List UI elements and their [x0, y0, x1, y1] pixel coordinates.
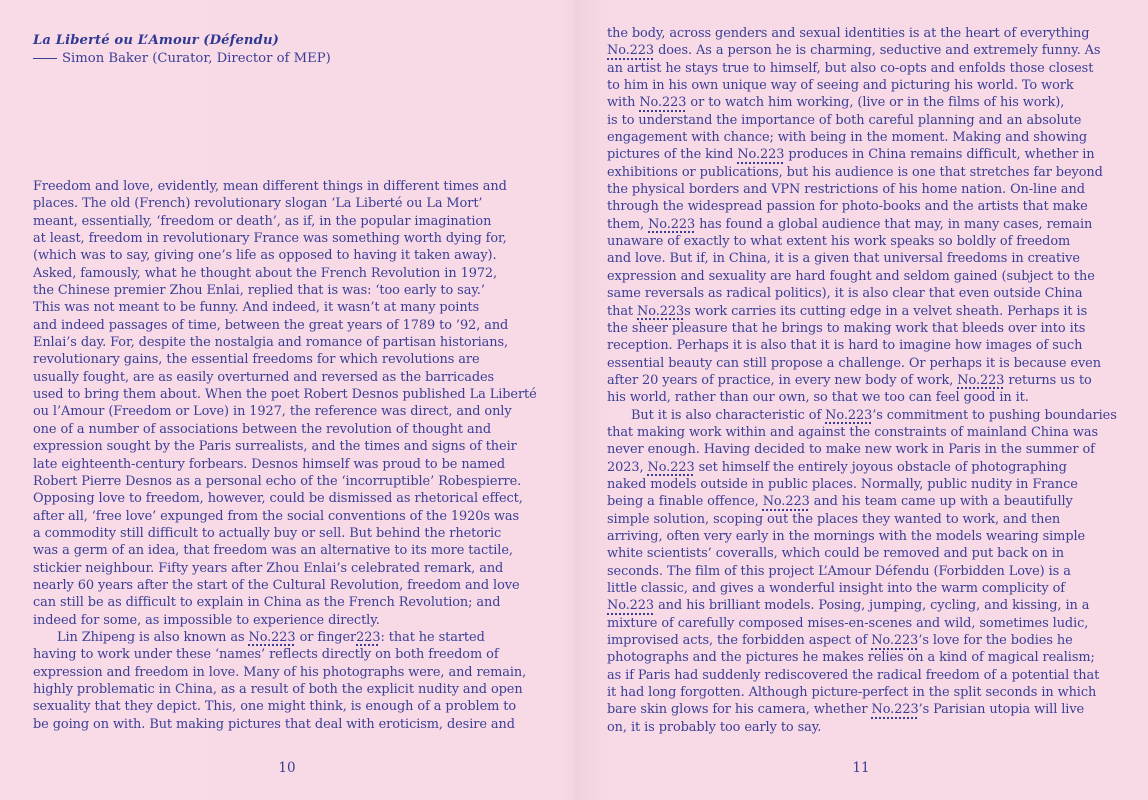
alias-no223: No.223 [639, 95, 687, 111]
text-line: was a germ of an idea, that freedom was an alternative to its more tactile, [33, 543, 513, 559]
text-line [607, 233, 1103, 250]
text-run: unaware of exactly to what extent his work speaks so boldly of freedom [607, 234, 1071, 250]
text-line [607, 372, 1103, 389]
text-line: Enlai’s day. For, despite the nostalgia and romance of partisan historians, [33, 335, 509, 351]
text-line [607, 545, 1103, 562]
text-line [607, 303, 1103, 320]
text-line: nearly 60 years after the start of the Cultural Revolution, freedom and love [33, 577, 520, 593]
text-run: is to understand the importance of both careful planning and an absolute [607, 112, 1082, 128]
text-run: or to watch him working, (live or in the films of his work), [686, 95, 1065, 111]
text-line: used to bring them about. When the poet Robert Desnos published La Liberté [33, 387, 537, 403]
text-run: But it is also characteristic of [631, 407, 826, 423]
text-line [607, 615, 1103, 632]
text-run: white scientists’ coveralls, which could be removed and put back on in [607, 546, 1065, 562]
text-line: can still be as difficult to explain in China as the French Revolution; and [33, 595, 501, 611]
text-line: a commodity still difficult to actually buy or sell. But behind the rhetoric [33, 525, 502, 541]
text-line: Asked, famously, what he thought about the French Revolution in 1972, [33, 265, 498, 281]
essay-header [33, 32, 331, 68]
alias-no223: No.223 [762, 494, 810, 510]
text-line: usually fought, are as easily overturned and reversed as the barricades [33, 369, 495, 385]
text-run: photographs and the pictures he makes relies on a kind of magical realism; [607, 650, 1095, 666]
alias-no223: No.223 [957, 372, 1005, 388]
text-run: : that he started [380, 629, 485, 645]
text-line: expression and freedom in love. Many of his photographs were, and remain, [33, 664, 527, 680]
text-line [607, 250, 1103, 267]
text-line [607, 216, 1103, 233]
text-line: be going on with. But making pictures that deal with eroticism, desire and [33, 716, 515, 732]
text-line [33, 629, 529, 646]
text-run: the sheer pleasure that he brings to making work that bleeds over into its [607, 320, 1086, 336]
alias-no223: No.223 [737, 147, 785, 163]
text-run: has found a global audience that may, in many cases, remain [695, 216, 1093, 232]
text-line: This was not meant to be funny. And indeed, it wasn’t at many points [33, 300, 480, 316]
text-run: the physical borders and VPN restrictions of his home nation. On-line and [607, 182, 1085, 198]
text-run: with [607, 95, 640, 111]
alias-no223: No.223 [871, 633, 919, 649]
text-line [607, 407, 1117, 424]
text-line [607, 112, 1103, 129]
text-run: ’s commitment to pushing boundaries [872, 407, 1117, 423]
text-run: pictures of the kind [607, 147, 738, 163]
alias-no223: No.223 [248, 629, 296, 645]
text-run: through the widespread passion for photo-books and the artists that make [607, 199, 1088, 215]
text-line: highly problematic in China, as a result of both the explicit nudity and open [33, 681, 523, 697]
text-run: s work carries its cutting edge in a velvet sheath. Perhaps it is [684, 303, 1088, 319]
text-line [607, 701, 1103, 718]
alias-no223: No.223 [825, 407, 873, 423]
em-dash-rule [33, 58, 57, 59]
text-run: expression and sexuality are hard fought and seldom gained (subject to the [607, 268, 1095, 284]
text-run: same reversals as radical politics), it is also clear that even outside China [607, 286, 1083, 302]
text-line: (which was to say, giving one’s life as opposed to having it taken away). [33, 248, 497, 264]
text-line [607, 476, 1103, 493]
text-line [607, 337, 1103, 354]
alias-no223: No.223 [647, 459, 695, 475]
text-line: Robert Pierre Desnos as a personal echo of the ‘incorruptible’ Robespierre. [33, 473, 522, 489]
text-line: late eighteenth-century forbears. Desnos himself was proud to be named [33, 456, 506, 472]
paragraph-2 [33, 629, 529, 733]
text-line [607, 424, 1103, 441]
text-run: returns us to [1004, 372, 1092, 388]
essay-title: La Liberté ou L’Amour (Défendu) [33, 33, 279, 48]
text-line: sexuality that they depict. This, one might think, is enough of a problem to [33, 699, 517, 715]
text-line [607, 25, 1103, 42]
alias-no223: No.223 [607, 598, 655, 614]
text-line [607, 181, 1103, 198]
text-line [607, 459, 1103, 476]
page-number-right: 11 [852, 760, 870, 776]
page-number-left: 10 [278, 760, 296, 776]
text-line [607, 129, 1103, 146]
text-run: being a finable offence, [607, 494, 763, 510]
text-line: stickier neighbour. Fifty years after Zhou Enlai’s celebrated remark, and [33, 560, 504, 576]
text-run: mixture of carefully composed mises-en-scenes and wild, sometimes ludic, [607, 615, 1089, 631]
text-line: indeed for some, as impossible to experience directly. [33, 612, 380, 628]
text-run: arriving, often very early in the mornings with the models wearing simple [607, 528, 1086, 544]
text-line [607, 60, 1103, 77]
text-line [607, 528, 1103, 545]
text-run: and his brilliant models. Posing, jumping, cycling, and kissing, in a [654, 598, 1090, 614]
text-run: after 20 years of practice, in every new body of work, [607, 372, 958, 388]
text-run: it had long forgotten. Although picture-perfect in the split seconds in which [607, 685, 1097, 701]
alias-223: 223 [356, 629, 381, 645]
text-line: Opposing love to freedom, however, could be dismissed as rhetorical effect, [33, 491, 523, 507]
text-run: ’s Parisian utopia will live [918, 702, 1085, 718]
text-line [607, 94, 1103, 111]
text-line [607, 268, 1103, 285]
text-line: after all, ‘free love’ expunged from the social conventions of the 1920s was [33, 508, 520, 524]
text-run: engagement with chance; with being in the moment. Making and showing [607, 130, 1088, 146]
alias-no223: No.223 [648, 216, 696, 232]
text-line [607, 563, 1103, 580]
text-run: reception. Perhaps it is also that it is hard to imagine how images of such [607, 338, 1083, 354]
text-line: one of a number of associations between the revolution of thought and [33, 421, 491, 437]
text-run: simple solution, scoping out the places they wanted to work, and then [607, 511, 1061, 527]
text-line [607, 632, 1103, 649]
alias-no223: No.223 [871, 702, 919, 718]
text-run: as if Paris had suddenly rediscovered the radical freedom of a potential that [607, 667, 1100, 683]
text-line [607, 42, 1103, 59]
text-line [607, 684, 1103, 701]
text-run: bare skin glows for his camera, whether [607, 702, 872, 718]
text-run: that making work within and against the constraints of mainland China was [607, 424, 1098, 440]
text-line [607, 597, 1103, 614]
text-run: 2023, [607, 459, 648, 475]
text-line: at least, freedom in revolutionary France was something worth dying for, [33, 231, 507, 247]
text-line: ou l’Amour (Freedom or Love) in 1927, the reference was direct, and only [33, 404, 512, 420]
text-line: and indeed passages of time, between the great years of 1789 to ’92, and [33, 317, 509, 333]
right-body-text [607, 25, 1117, 736]
text-line: meant, essentially, ‘freedom or death’, as if, in the popular imagination [33, 213, 492, 229]
text-run: little classic, and gives a wonderful insight into the warm complicity of [607, 581, 1065, 596]
right-page [574, 0, 1148, 800]
text-line [607, 77, 1103, 94]
essay-byline [33, 50, 331, 68]
text-line [607, 441, 1103, 458]
text-line [607, 389, 1103, 406]
text-run: never enough. Having decided to make new work in Paris in the summer of [607, 442, 1095, 458]
text-run: exhibitions or publications, but his audience is one that stretches far beyond [607, 164, 1103, 180]
paragraph-1 [33, 178, 537, 629]
text-run: essential beauty can still propose a challenge. Or perhaps it is because even [607, 355, 1101, 371]
text-line [607, 164, 1103, 181]
author-name: Simon Baker (Curator, Director of MEP) [62, 51, 331, 66]
text-run: Lin Zhipeng is also known as [57, 629, 249, 645]
text-line: places. The old (French) revolutionary slogan ‘La Liberté ou La Mort’ [33, 196, 483, 212]
text-run: that [607, 303, 638, 319]
text-line: Freedom and love, evidently, mean different things in different times and [33, 179, 507, 194]
text-line [607, 320, 1103, 337]
left-body-text [33, 178, 537, 733]
text-line: revolutionary gains, the essential freedoms for which revolutions are [33, 352, 480, 368]
text-run: set himself the entirely joyous obstacle of photographing [694, 459, 1067, 475]
text-line: the Chinese premier Zhou Enlai, replied that is was: ‘too early to say.’ [33, 283, 485, 299]
text-line [607, 146, 1103, 163]
text-run: and his team came up with a beautifully [809, 494, 1073, 510]
text-line [607, 511, 1103, 528]
text-line: having to work under these ‘names’ reflects directly on both freedom of [33, 647, 499, 663]
text-run: the body, across genders and sexual identities is at the heart of everything [607, 26, 1090, 41]
text-run: ’s love for the bodies he [918, 633, 1073, 649]
text-line: expression sought by the Paris surrealists, and the times and signs of their [33, 439, 517, 455]
text-line [607, 649, 1103, 666]
text-run: improvised acts, the forbidden aspect of [607, 633, 872, 649]
text-run: on, it is probably too early to say. [607, 719, 822, 735]
text-line [607, 493, 1103, 510]
text-run: an artist he stays true to himself, but also co-opts and enfolds those closest [607, 60, 1094, 76]
text-run: seconds. The film of this project L’Amour Défendu (Forbidden Love) is a [607, 563, 1071, 579]
text-run: to him in his own unique way of seeing and picturing his world. To work [607, 78, 1074, 94]
text-line [607, 667, 1103, 684]
alias-no223: No.223 [607, 43, 655, 59]
text-line [607, 719, 1103, 736]
text-run: them, [607, 216, 649, 232]
alias-no223: No.223 [637, 303, 685, 319]
text-run: his world, rather than our own, so that we too can feel good in it. [607, 390, 1029, 406]
text-run: or finger [295, 629, 357, 645]
text-line [607, 198, 1103, 215]
text-run: does. As a person he is charming, seductive and extremely funny. As [654, 43, 1101, 59]
text-run: naked models outside in public places. Normally, public nudity in France [607, 476, 1078, 492]
text-run: and love. But if, in China, it is a given that universal freedoms in creative [607, 251, 1080, 267]
text-line [607, 355, 1103, 372]
text-line [607, 285, 1103, 302]
text-run: produces in China remains difficult, whether in [784, 147, 1095, 163]
text-line [607, 580, 1103, 597]
